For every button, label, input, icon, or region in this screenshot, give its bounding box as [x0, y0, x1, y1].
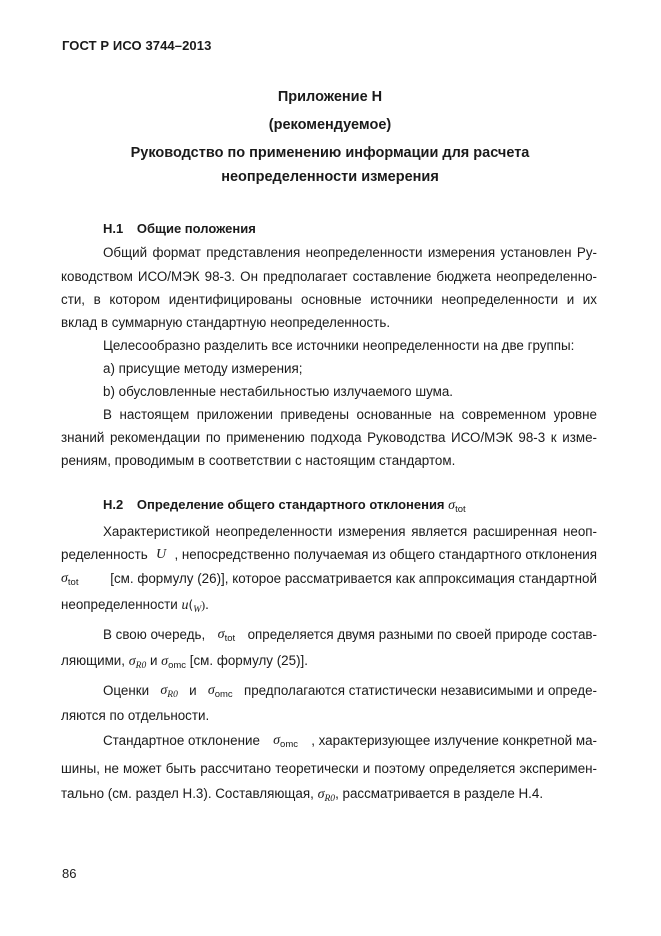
appendix-title: Приложение Н	[277, 89, 383, 105]
list-item-a: а) присущие методу измерения;	[103, 361, 303, 376]
sigma-omc-symbol: $\sigma_{omc}$	[161, 654, 187, 671]
standard-header: ГОСТ Р ИСО 3744–2013	[62, 38, 212, 53]
section-2-heading	[103, 497, 466, 515]
sigma-tot-symbol: $\sigma_{tot}$	[61, 571, 79, 588]
paragraph-line: В свою очередь, $\sigma_{tot}$ определяется двумя разными по своей природе состав-	[103, 627, 597, 644]
paragraph-line: $\sigma_{tot}$ [см. формулу (26)], которое рассматривается как аппроксимация стандартной	[61, 571, 597, 588]
appendix-heading-line1: Руководство по применению информации для расчета	[130, 145, 530, 161]
appendix-heading-line2: неопределенности измерения	[221, 169, 439, 185]
paragraph-line: ределенность U , непосредственно получаемая из общего стандартного отклонения	[61, 547, 597, 562]
section-1-number: Н.1	[103, 221, 124, 236]
paragraph-line: рениям, проводимым в соответствии с настоящим стандартом.	[61, 453, 456, 468]
sigma-tot-symbol: $\sigma_{tot}$	[217, 627, 236, 644]
section-2-number: Н.2	[103, 497, 124, 512]
sigma-r0-symbol: $\sigma_{R0}$	[160, 683, 178, 700]
section-1-title: Общие положения	[136, 221, 256, 236]
paragraph-line: Оценки $\sigma_{R0}$ и $\sigma_{omc}$ предполагаются статистически независимыми и опреде-	[103, 683, 597, 700]
paragraph-line: ляющими, $\sigma_{R0}$ и $\sigma_{omc}$ [см. формулу (25)].	[61, 653, 308, 671]
paragraph-line: Стандартное отклонение $\sigma_{omc}$ , характеризующее излучение конкретной ма-	[103, 733, 597, 750]
paragraph-line: знаний рекомендации по применению подхода Руководства ИСО/МЭК 98-3 к изме-	[61, 430, 597, 445]
paragraph-line: неопределенности $u(_W)$.	[61, 597, 209, 615]
sigma-omc-symbol: $\sigma_{omc}$	[207, 683, 233, 700]
paragraph-line: вклад в суммарную стандартную неопределенность.	[61, 315, 391, 330]
page-number: 86	[62, 866, 77, 881]
paragraph-line: В настоящем приложении приведены основанные на современном уровне	[103, 407, 597, 422]
paragraph-line: шины, не может быть рассчитано теоретически и поэтому определяется эксперимен-	[61, 761, 597, 776]
paragraph-line: Общий формат представления неопределенности измерения установлен Ру-	[103, 245, 597, 260]
sigma-omc-symbol: $\sigma_{omc}$	[273, 733, 298, 750]
u-expanded-symbol: U	[156, 547, 167, 562]
paragraph-line: ководством ИСО/МЭК 98-3. Он предполагает составление бюджета неопределенно-	[61, 269, 597, 284]
appendix-status: (рекомендуемое)	[268, 117, 392, 133]
paragraph-line: тально (см. раздел Н.3). Составляющая, $\sigma_{R0}$, рассматривается в разделе Н.4.	[61, 786, 544, 804]
list-item-b: b) обусловленные нестабильностью излучаемого шума.	[103, 384, 453, 399]
u-standard-symbol: $u(_W)$	[181, 598, 206, 615]
paragraph-line: ляются по отдельности.	[61, 708, 210, 723]
paragraph-line: Характеристикой неопределенности измерения является расширенная неоп-	[103, 524, 597, 539]
section-1-heading	[103, 221, 256, 236]
paragraph-line: сти, в котором идентифицированы основные источники неопределенности и их	[61, 292, 597, 307]
paragraph-line: Целесообразно разделить все источники неопределенности на две группы:	[103, 338, 575, 353]
sigma-tot-symbol: $\sigma_{tot}$	[448, 498, 466, 515]
section-2-title: Определение общего стандартного отклонения	[136, 497, 445, 512]
sigma-r0-symbol: $\sigma_{R0}$	[317, 787, 336, 804]
sigma-r0-symbol: $\sigma_{R0}$	[128, 654, 147, 671]
